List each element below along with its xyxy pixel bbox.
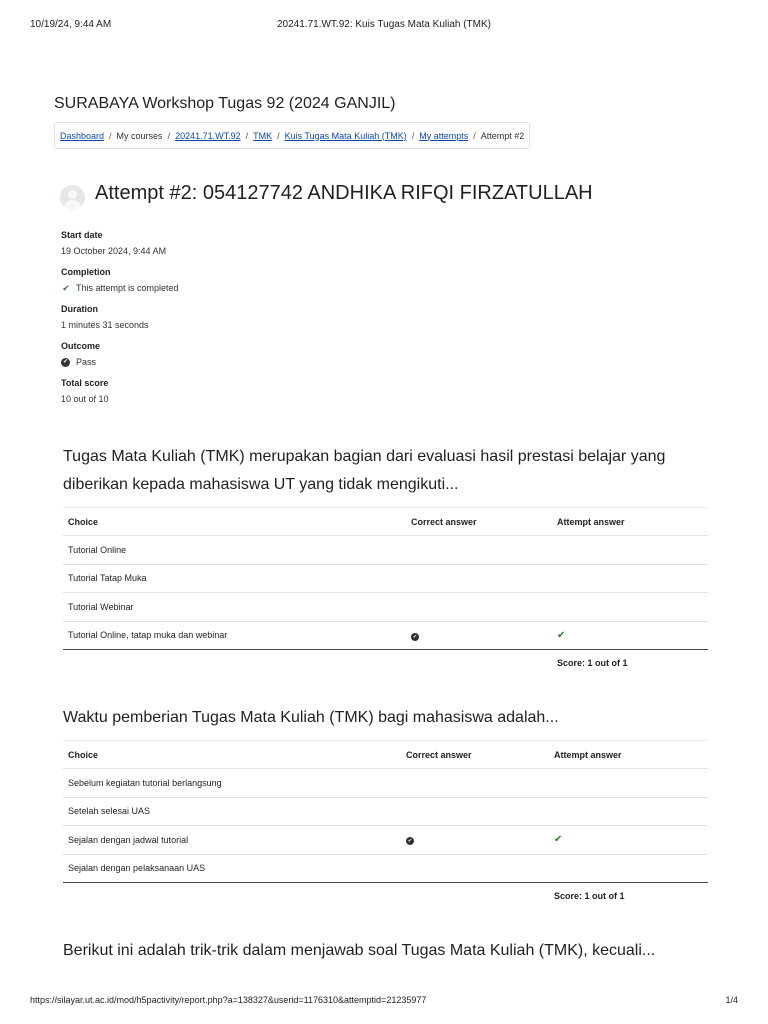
table-row: [63, 621, 708, 650]
choice-cell: Setelah selesai UAS: [63, 797, 401, 826]
table-row: [63, 854, 708, 883]
outcome-value: Pass: [76, 357, 97, 367]
total-score-value: 10 out of 10: [61, 394, 109, 404]
breadcrumb-course-link[interactable]: 20241.71.WT.92: [175, 130, 241, 141]
course-title: SURABAYA Workshop Tugas 92 (2024 GANJIL): [54, 95, 396, 112]
check-icon: ✔: [62, 283, 70, 293]
correct-answer-header: Correct answer: [406, 508, 552, 536]
print-datetime: 10/19/24, 9:44 AM: [30, 19, 112, 30]
choice-header: Choice: [63, 508, 406, 536]
breadcrumb-my-courses: My courses: [116, 130, 163, 141]
table-row: [63, 826, 708, 855]
question-score: Score: 1 out of 1: [554, 891, 625, 901]
attempt-details: [61, 229, 179, 414]
check-circle-icon: ✔: [412, 633, 418, 640]
start-date-label: Start date: [61, 230, 103, 240]
answers-table: [63, 507, 708, 650]
table-row: [63, 797, 708, 826]
check-circle-icon: ✔: [407, 838, 413, 845]
breadcrumb-activity-link[interactable]: Kuis Tugas Mata Kuliah (TMK): [284, 130, 407, 141]
breadcrumb-separator: /: [473, 130, 476, 141]
user-avatar-icon[interactable]: [60, 185, 85, 210]
question-text: Berikut ini adalah trik-trik dalam menjawab soal Tugas Mata Kuliah (TMK), kecuali...: [63, 942, 656, 959]
table-header-row: [63, 508, 708, 536]
completion-label: Completion: [61, 267, 111, 277]
answers-table: [63, 740, 708, 883]
print-url: https://silayar.ut.ac.id/mod/h5pactivity/report.php?a=138327&userid=1176310&attemptid=21235977: [30, 995, 427, 1005]
completion-value: This attempt is completed: [76, 283, 179, 293]
completion-detail: [61, 266, 179, 303]
choice-cell: Tutorial Tatap Muka: [63, 564, 406, 593]
start-date-value: 19 October 2024, 9:44 AM: [61, 246, 167, 256]
choice-cell: Sebelum kegiatan tutorial berlangsung: [63, 769, 401, 798]
attempt-answer-header: Attempt answer: [552, 508, 708, 536]
attempt-title: Attempt #2: 054127742 ANDHIKA RIFQI FIRZATULLAH: [95, 182, 593, 204]
outcome-detail: [61, 340, 179, 377]
duration-detail: [61, 303, 179, 340]
table-row: [63, 536, 708, 565]
total-score-detail: [61, 377, 179, 414]
start-date-detail: [61, 229, 179, 266]
choice-cell: Sejalan dengan jadwal tutorial: [63, 826, 401, 855]
question-3: [63, 937, 708, 965]
breadcrumb-current: Attempt #2: [480, 130, 525, 141]
outcome-label: Outcome: [61, 341, 101, 351]
choice-header: Choice: [63, 741, 401, 769]
breadcrumb-separator: /: [245, 130, 249, 141]
breadcrumb-section-link[interactable]: TMK: [253, 130, 273, 141]
breadcrumb-separator: /: [277, 130, 280, 141]
breadcrumb-my-attempts-link[interactable]: My attempts: [419, 130, 469, 141]
table-header-row: [63, 741, 708, 769]
duration-label: Duration: [61, 304, 98, 314]
choice-cell: Tutorial Online: [63, 536, 406, 565]
question-text: Waktu pemberian Tugas Mata Kuliah (TMK) bagi mahasiswa adalah...: [63, 709, 559, 726]
question-text: Tugas Mata Kuliah (TMK) merupakan bagian dari evaluasi hasil prestasi belajar yang diberikan kepada mahasiswa UT yang tidak mengikuti...: [63, 448, 666, 493]
breadcrumb-separator: /: [109, 130, 112, 141]
breadcrumb-separator: /: [411, 130, 415, 141]
table-row: [63, 769, 708, 798]
print-footer: [0, 995, 768, 1009]
table-row: [63, 564, 708, 593]
choice-cell: Tutorial Online, tatap muka dan webinar: [63, 621, 406, 650]
breadcrumb-separator: /: [167, 130, 171, 141]
question-score: Score: 1 out of 1: [557, 658, 628, 668]
choice-cell: Tutorial Webinar: [63, 593, 406, 622]
question-2: [63, 704, 708, 901]
correct-answer-header: Correct answer: [401, 741, 549, 769]
print-page-title: 20241.71.WT.92: Kuis Tugas Mata Kuliah (TMK): [277, 19, 491, 30]
total-score-label: Total score: [61, 378, 109, 388]
check-icon: ✔: [557, 629, 566, 641]
duration-value: 1 minutes 31 seconds: [61, 320, 149, 330]
check-icon: ✔: [554, 834, 563, 846]
table-row: [63, 593, 708, 622]
print-header: [0, 19, 768, 33]
breadcrumb-dashboard-link[interactable]: Dashboard: [60, 130, 105, 141]
choice-cell: Sejalan dengan pelaksanaan UAS: [63, 854, 401, 883]
print-page-number: 1/4: [725, 995, 738, 1005]
breadcrumb: [54, 122, 530, 149]
question-1: [63, 443, 708, 668]
attempt-answer-header: Attempt answer: [549, 741, 708, 769]
check-circle-icon: ✔: [62, 359, 69, 365]
